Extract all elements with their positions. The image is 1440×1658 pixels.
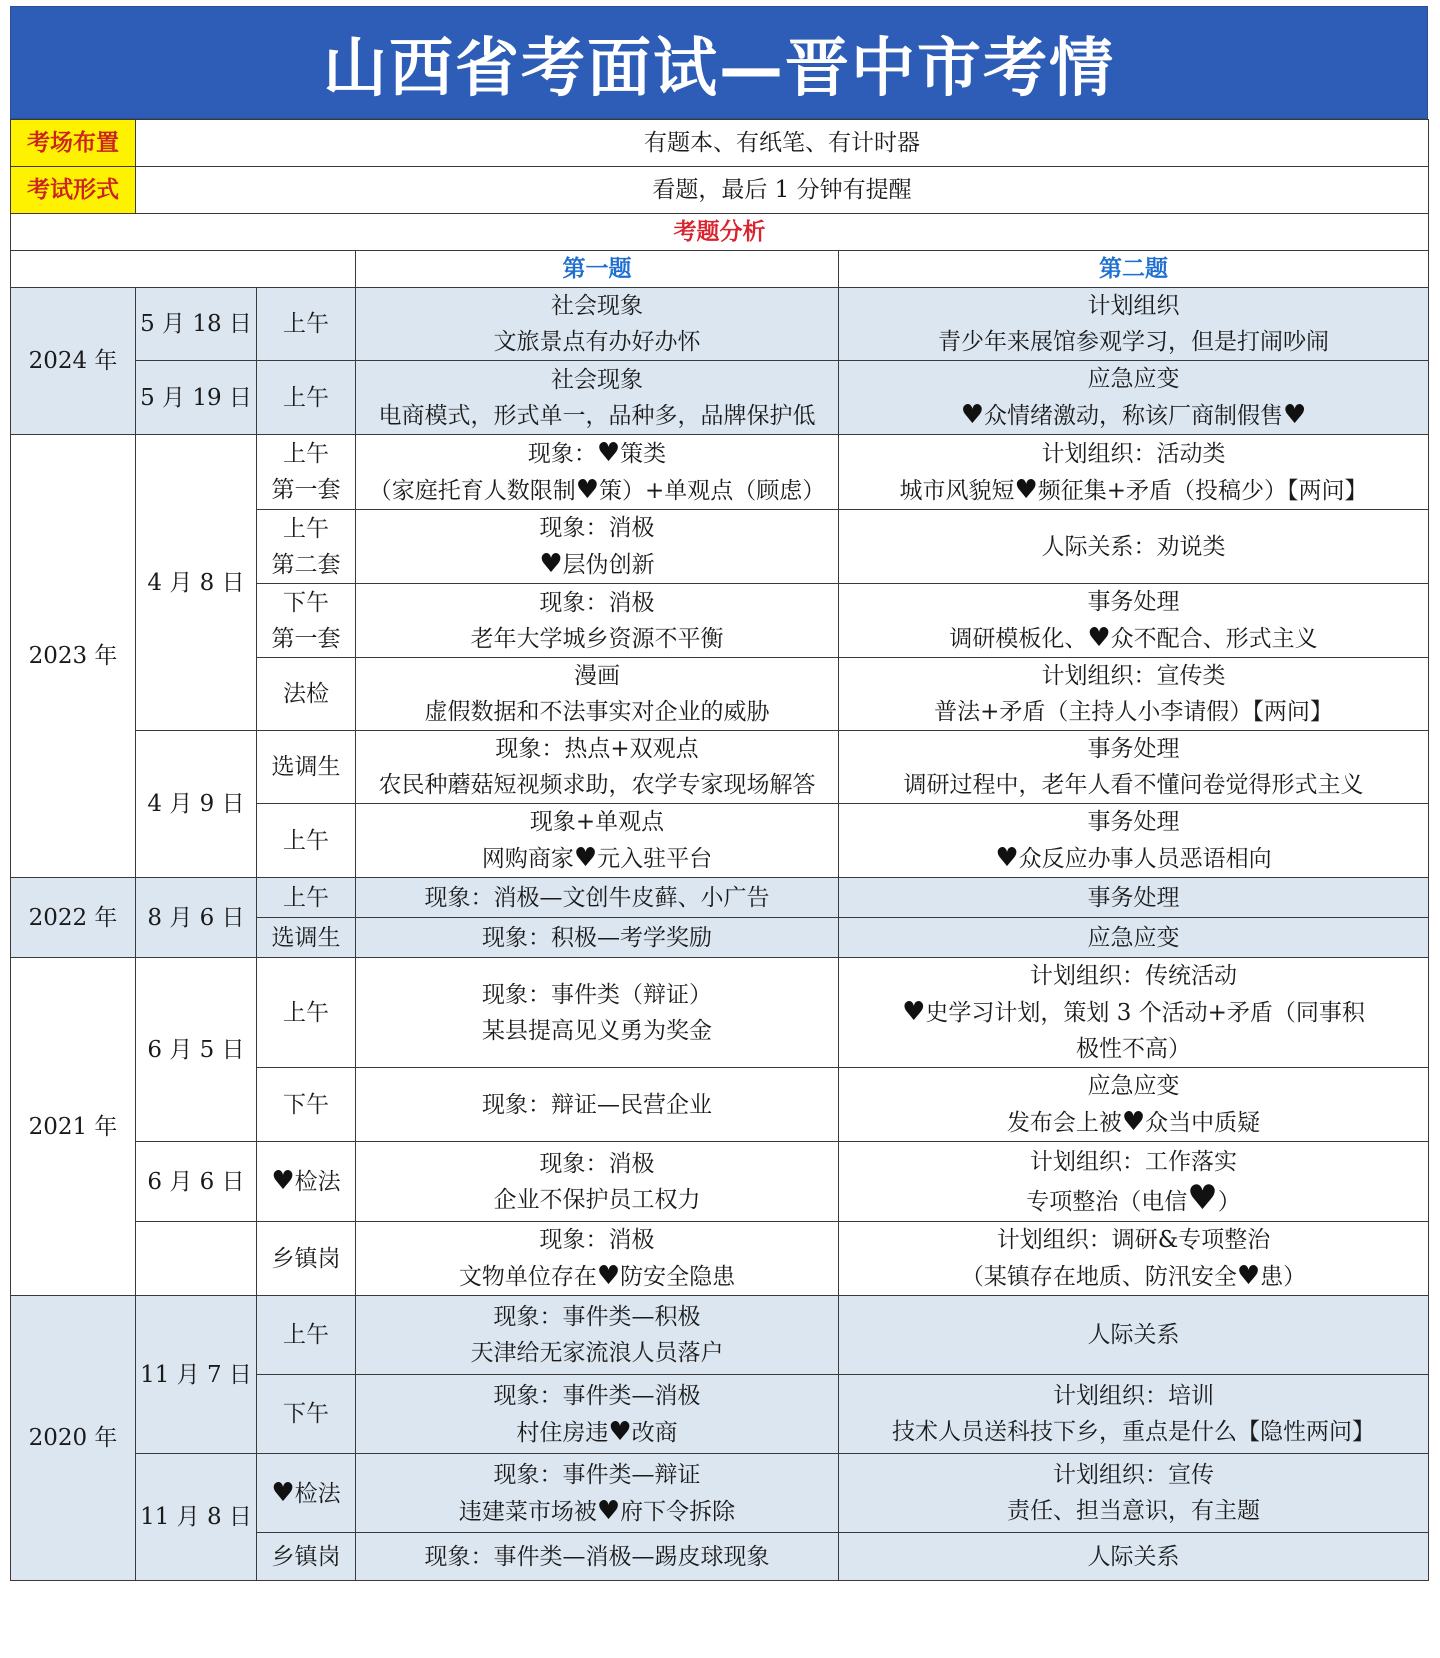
q2-topic: （某镇存在地质、防汛安全♥患）: [960, 1261, 1307, 1291]
date-cell: 5 月 18 日: [136, 288, 257, 361]
q1-type: 现象：事件类（辩证）: [482, 981, 712, 1008]
heart-icon: ♥: [271, 1166, 295, 1196]
table-row: [11, 435, 1429, 510]
q2-topic: 调研过程中，老年人看不懂问卷觉得形式主义: [903, 772, 1364, 798]
q1-type: 现象：消极: [539, 515, 655, 541]
q2-cell: [839, 361, 1429, 435]
q1-topic: 网购商家♥元入驻平台: [481, 843, 713, 873]
session-text: 上午: [283, 311, 329, 337]
q1-cell: [356, 1142, 839, 1222]
q1-type: 现象：♥策类: [527, 438, 667, 468]
session-cell: [257, 1454, 356, 1533]
session-cell: [257, 510, 356, 584]
info-row: [11, 120, 1429, 167]
q2-type: 计划组织：调研&专项整治: [996, 1227, 1271, 1253]
q1-cell: [356, 658, 839, 731]
year-cell: 2024 年: [11, 288, 136, 435]
q2-cell: [839, 584, 1429, 658]
q1-cell: [356, 1375, 839, 1454]
q2-cell: [839, 510, 1429, 584]
heart-icon: ♥: [1283, 400, 1307, 430]
q2-type: 应急应变: [1087, 366, 1180, 392]
table-row: [11, 878, 1429, 918]
q1-cell: [356, 918, 839, 958]
info-value: 有题本、有纸笔、有计时器: [136, 120, 1429, 167]
q2-cell: [839, 1296, 1429, 1375]
session-text: ♥检法: [271, 1166, 341, 1196]
info-row: [11, 167, 1429, 214]
q1-topic: 天津给无家流浪人员落户: [470, 1340, 724, 1366]
session-text: 下午: [283, 1091, 329, 1118]
q2-topic: 青少年来展馆参观学习，但是打闹吵闹: [938, 329, 1329, 355]
q1-topic: 违建菜市场被♥府下令拆除: [458, 1495, 736, 1526]
q1-topic: ♥层伪创新: [539, 549, 655, 579]
q1-type: 现象：辩证—民营企业: [482, 1091, 712, 1118]
q2-topic: 技术人员送科技下乡，重点是什么【隐性两问】: [892, 1419, 1375, 1445]
q2-cell: [839, 958, 1429, 1068]
session-cell: [257, 1222, 356, 1296]
table-row: [11, 1142, 1429, 1222]
col-q2-header: 第二题: [839, 251, 1429, 288]
q2-cell: [839, 804, 1429, 878]
session-cell: [257, 1068, 356, 1142]
q1-type: 现象：消极: [539, 1150, 655, 1177]
session-text: 上午: [283, 515, 329, 542]
session-text: 乡镇岗: [271, 1245, 341, 1272]
q2-cell: [839, 1222, 1429, 1296]
session-cell: [257, 288, 356, 361]
q2-type: 计划组织：传统活动: [1030, 963, 1237, 989]
q1-type: 现象：积极—考学奖励: [482, 924, 712, 951]
analysis-header-row: [11, 214, 1429, 251]
page-title: 山西省考面试—晋中市考情: [10, 6, 1428, 119]
table-row: [11, 288, 1429, 361]
session-text: 上午: [283, 1322, 329, 1348]
q1-cell: [356, 958, 839, 1068]
q1-cell: [356, 1068, 839, 1142]
q1-topic: 村住房违♥改商: [516, 1416, 678, 1447]
year-cell: 2021 年: [11, 958, 136, 1296]
info-label: 考试形式: [11, 167, 136, 214]
q2-type: 人际关系: [1087, 1543, 1180, 1570]
session-cell: [257, 584, 356, 658]
q1-type: 现象：事件类—积极: [493, 1304, 701, 1330]
date-cell-empty: [136, 1222, 257, 1296]
session-text: 选调生: [271, 924, 341, 951]
year-cell: 2020 年: [11, 1296, 136, 1581]
q2-topic: 城市风貌短♥频征集+矛盾（投稿少）【两问】: [899, 474, 1368, 505]
session-text: 下午: [283, 589, 329, 616]
q1-cell: [356, 584, 839, 658]
heart-icon: ♥: [1236, 1261, 1261, 1291]
session-cell: [257, 658, 356, 731]
session-set: 第一套: [271, 625, 341, 652]
session-cell: [257, 361, 356, 435]
header-blank: [11, 251, 356, 288]
heart-icon: ♥: [271, 1477, 295, 1508]
q2-cell: [839, 918, 1429, 958]
heart-icon: ♥: [960, 400, 984, 430]
q1-topic: 某县提高见义勇为奖金: [482, 1017, 712, 1044]
q1-type: 现象：热点+双观点: [495, 736, 699, 762]
q1-cell: [356, 1533, 839, 1581]
heart-icon: ♥: [1014, 474, 1038, 505]
table-row: [11, 1296, 1429, 1375]
q1-cell: [356, 804, 839, 878]
q2-type: 事务处理: [1087, 736, 1180, 762]
q2-cell: [839, 731, 1429, 804]
q1-cell: [356, 731, 839, 804]
q1-topic: 电商模式，形式单一，品种多，品牌保护低: [378, 402, 816, 429]
q1-cell: [356, 1296, 839, 1375]
date-cell: 11 月 8 日: [136, 1454, 257, 1581]
session-cell: [257, 878, 356, 918]
heart-icon: ♥: [596, 1261, 621, 1291]
q1-type: 社会现象: [551, 293, 643, 319]
q2-type: 计划组织: [1087, 293, 1180, 319]
q2-type: 事务处理: [1087, 589, 1180, 615]
session-set: 第二套: [271, 551, 341, 578]
q2-topic: 调研模板化、♥众不配合、形式主义: [949, 623, 1318, 653]
q2-type: 应急应变: [1087, 924, 1180, 951]
date-cell: 11 月 7 日: [136, 1296, 257, 1454]
session-text: 上午: [283, 827, 329, 854]
q1-topic: 文旅景点有办好办怀: [493, 329, 701, 355]
q1-topic: （家庭托育人数限制♥策）+单观点（顾虑）: [368, 475, 826, 505]
exam-table: [10, 119, 1429, 1581]
heart-icon: ♥: [902, 997, 926, 1027]
session-cell: [257, 804, 356, 878]
table-row: [11, 731, 1429, 804]
session-text: 选调生: [271, 754, 341, 780]
session-cell: [257, 1375, 356, 1454]
heart-icon: ♥: [539, 549, 563, 579]
q2-type: 应急应变: [1087, 1073, 1180, 1099]
session-text: 上午: [283, 384, 329, 411]
date-cell: 4 月 8 日: [136, 435, 257, 731]
q2-cell: [839, 435, 1429, 510]
q2-type: 计划组织：培训: [1053, 1383, 1214, 1409]
session-text: 法检: [283, 681, 329, 707]
column-header-row: [11, 251, 1429, 288]
session-text: 上午: [283, 441, 329, 467]
date-cell: 4 月 9 日: [136, 731, 257, 878]
q2-type: 计划组织：活动类: [1041, 440, 1226, 467]
q1-cell: [356, 288, 839, 361]
q1-type: 现象+单观点: [529, 809, 665, 835]
q2-type: 计划组织：宣传类: [1041, 663, 1226, 689]
session-set: 第一套: [271, 477, 341, 503]
table-row: [11, 958, 1429, 1068]
exam-sheet: [10, 6, 1428, 1581]
q1-type: 现象：事件类—辩证: [493, 1461, 701, 1488]
heart-icon: ♥: [608, 1416, 632, 1447]
q2-type: 人际关系: [1087, 1322, 1180, 1348]
table-row: [11, 361, 1429, 435]
q2-cell: [839, 878, 1429, 918]
date-cell: 5 月 19 日: [136, 361, 257, 435]
q1-cell: [356, 510, 839, 584]
session-text: 乡镇岗: [271, 1543, 341, 1570]
session-cell: [257, 435, 356, 510]
q2-cell: [839, 1533, 1429, 1581]
session-text: 上午: [283, 884, 329, 911]
heart-icon: ♥: [573, 843, 598, 873]
q1-cell: [356, 1222, 839, 1296]
session-cell: [257, 1533, 356, 1581]
q2-topic: 专项整治（电信♥）: [1026, 1177, 1241, 1218]
q1-cell: [356, 361, 839, 435]
session-text: ♥检法: [271, 1477, 341, 1508]
q1-topic: 文物单位存在♥防安全隐患: [458, 1261, 736, 1291]
date-cell: 8 月 6 日: [136, 878, 257, 958]
q1-topic: 企业不保护员工权力: [493, 1186, 701, 1213]
session-text: 下午: [283, 1401, 329, 1427]
analysis-title: 考题分析: [11, 214, 1429, 251]
q1-type: 社会现象: [551, 366, 643, 393]
heart-icon: ♥: [575, 475, 600, 505]
q1-type: 现象：消极: [539, 589, 655, 616]
q2-topic-cont: 极性不高）: [1076, 1036, 1191, 1062]
col-q1-header: 第一题: [356, 251, 839, 288]
session-text: 上午: [283, 999, 329, 1026]
q1-type: 现象：事件类—消极: [493, 1382, 701, 1409]
info-label: 考场布置: [11, 120, 136, 167]
q1-type: 漫画: [574, 663, 620, 689]
q2-topic: ♥众情绪激动，称该厂商制假售♥: [960, 400, 1307, 430]
q2-cell: [839, 1068, 1429, 1142]
heart-icon: ♥: [1087, 623, 1111, 653]
q2-cell: [839, 1454, 1429, 1533]
q2-cell: [839, 658, 1429, 731]
q1-cell: [356, 435, 839, 510]
session-cell: [257, 1296, 356, 1375]
table-row: [11, 1222, 1429, 1296]
q1-topic: 老年大学城乡资源不平衡: [470, 625, 724, 652]
q2-topic: 普法+矛盾（主持人小李请假）【两问】: [934, 699, 1333, 725]
info-value: 看题，最后 1 分钟有提醒: [136, 167, 1429, 214]
q1-type: 现象：消极—文创牛皮藓、小广告: [424, 884, 770, 911]
q2-cell: [839, 1142, 1429, 1222]
q1-topic: 虚假数据和不法事实对企业的威胁: [424, 699, 770, 725]
table-row: [11, 1454, 1429, 1533]
q2-type: 事务处理: [1087, 809, 1180, 835]
q2-topic: ♥众反应办事人员恶语相向: [995, 843, 1272, 873]
heart-icon: ♥: [1187, 1177, 1218, 1218]
date-cell: 6 月 5 日: [136, 958, 257, 1142]
session-cell: [257, 1142, 356, 1222]
year-cell: 2023 年: [11, 435, 136, 878]
q2-topic: 发布会上被♥众当中质疑: [1006, 1107, 1261, 1137]
heart-icon: ♥: [1121, 1107, 1146, 1137]
q1-type: 现象：事件类—消极—踢皮球现象: [424, 1543, 770, 1570]
q2-type: 人际关系：劝说类: [1041, 533, 1226, 560]
q1-type: 现象：消极: [539, 1227, 655, 1253]
heart-icon: ♥: [995, 843, 1019, 873]
session-cell: [257, 958, 356, 1068]
year-cell: 2022 年: [11, 878, 136, 958]
date-cell: 6 月 6 日: [136, 1142, 257, 1222]
q2-type: 计划组织：宣传: [1053, 1462, 1214, 1488]
q2-type: 事务处理: [1087, 884, 1180, 911]
q2-cell: [839, 288, 1429, 361]
session-cell: [257, 918, 356, 958]
heart-icon: ♥: [596, 1495, 621, 1526]
heart-icon: ♥: [596, 438, 621, 468]
q1-cell: [356, 1454, 839, 1533]
q2-type: 计划组织：工作落实: [1030, 1148, 1237, 1175]
session-cell: [257, 731, 356, 804]
q2-cell: [839, 1375, 1429, 1454]
q1-topic: 农民种蘑菇短视频求助，农学专家现场解答: [378, 772, 816, 798]
q1-cell: [356, 878, 839, 918]
q2-topic: 责任、担当意识，有主题: [1007, 1498, 1260, 1524]
q2-topic: ♥史学习计划，策划 3 个活动+矛盾（同事积: [902, 997, 1365, 1027]
